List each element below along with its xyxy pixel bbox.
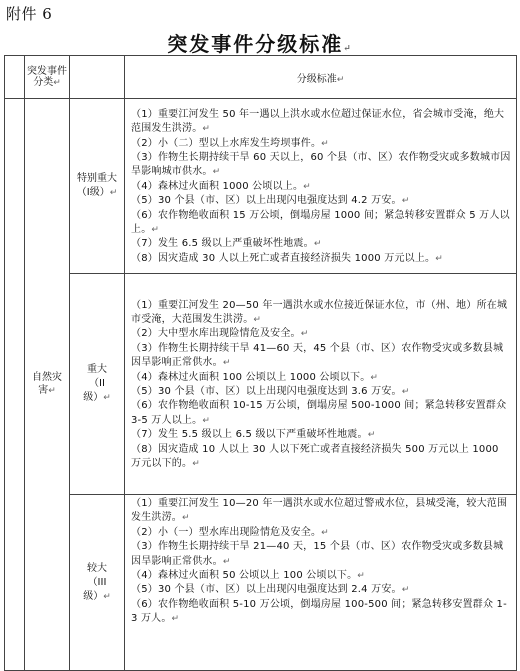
level-name-cell-2: 重大（II级）↵ (70, 274, 125, 495)
level-items-cell-1 (125, 99, 517, 274)
left-blank-cell (5, 99, 25, 671)
level-row-3 (5, 495, 517, 671)
level-1-item-3: （3）作物生长期持续干旱 60 天以上，60 个县（市、区）农作物受灾或多数城市因旱影响城市供水。↵ (131, 151, 511, 178)
level-2-item-6: （6）农作物绝收面积 10-15 万公顷，倒塌房屋 500-1000 间；紧急转移安置群众 3-5 万人以上。↵ (131, 400, 507, 426)
level-2-item-1: （1）重要江河发生 20—50 年一遇洪水或水位接近保证水位，市（州、地）所在城市受淹，大范围发生洪涝。↵ (131, 299, 508, 325)
level-3-item-4: （4）森林过火面积 50 公顷以上 100 公顷以下。↵ (131, 570, 366, 582)
document-title: 突发事件分级标准↵ (167, 32, 353, 56)
header-blank-cell-2 (70, 56, 125, 99)
header-category-cell: 突发事件分类↵ (25, 56, 70, 99)
level-2-item-8: （8）因灾造成 10 人以上 30 人以下死亡或者直接经济损失 500 万元以上 1000 万元以下的。↵ (131, 443, 499, 470)
level-3-item-1: （1）重要江河发生 10—20 年一遇洪水或水位超过警戒水位，县城受淹，较大范围发生洪涝。↵ (131, 498, 508, 524)
level-3-item-3: （3）作物生长期持续干旱 21—40 天，15 个县（市、区）农作物受灾或多数县城因旱影响正常供水。↵ (131, 541, 504, 567)
level-2-item-7: （7）发生 5.5 级以上 6.5 级以下严重破坏性地震。↵ (131, 429, 376, 441)
level-2-item-5: （5）30 个县（市、区）以上出现闪电强度达到 3.6 万安。↵ (131, 386, 410, 397)
level-1-item-5: （5）30 个县（市、区）以上出现闪电强度达到 4.2 万安。↵ (131, 195, 410, 207)
attachment-label: 附件 6 (6, 5, 53, 23)
level-row-2 (5, 274, 517, 495)
level-2-item-2: （2）大中型水库出现险情危及安全。↵ (131, 328, 309, 340)
level-3-item-2: （2）小（一）型水库出现险情危及安全。↵ (131, 526, 329, 538)
level-name-cell-3: 较大（III级）↵ (70, 495, 125, 671)
level-2-item-3: （3）作物生长期持续干旱 41—60 天，45 个县（市、区）农作物受灾或多数县城因旱影响正常供水。↵ (131, 342, 504, 369)
level-row-1 (5, 99, 517, 274)
level-items-cell-2 (125, 274, 517, 495)
level-1-item-8: （8）因灾造成 30 人以上死亡或者直接经济损失 1000 万元以上。↵ (131, 252, 444, 264)
table-header-row (5, 56, 517, 99)
grading-standard-table (4, 55, 517, 671)
level-1-item-6: （6）农作物绝收面积 15 万公顷，倒塌房屋 1000 间；紧急转移安置群众 5 万人以上。↵ (131, 209, 510, 236)
category-cell: 自然灾害↵ (25, 99, 70, 671)
level-name-cell-1: 特别重大（I级）↵ (70, 99, 125, 274)
level-2-item-4: （4）森林过火面积 100 公顷以上 1000 公顷以下。↵ (131, 371, 379, 383)
level-3-item-6: （6）农作物绝收面积 5-10 万公顷，倒塌房屋 100-500 间；紧急转移安置群众 1-3 万人。↵ (131, 598, 507, 625)
level-items-cell-3 (125, 495, 517, 671)
level-1-item-7: （7）发生 6.5 级以上严重破坏性地震。↵ (131, 238, 322, 250)
level-3-item-5: （5）30 个县（市、区）以上出现闪电强度达到 2.4 万安。↵ (131, 584, 410, 596)
header-blank-cell (5, 56, 25, 99)
header-standard-cell: 分级标准↵ (125, 56, 517, 99)
level-1-item-2: （2）小（二）型以上水库发生垮坝事件。↵ (131, 137, 329, 149)
level-1-item-4: （4）森林过火面积 1000 公顷以上。↵ (131, 180, 311, 192)
level-1-item-1: （1）重要江河发生 50 年一遇以上洪水或水位超过保证水位，省会城市受淹，绝大范围发生洪涝。↵ (131, 108, 505, 135)
